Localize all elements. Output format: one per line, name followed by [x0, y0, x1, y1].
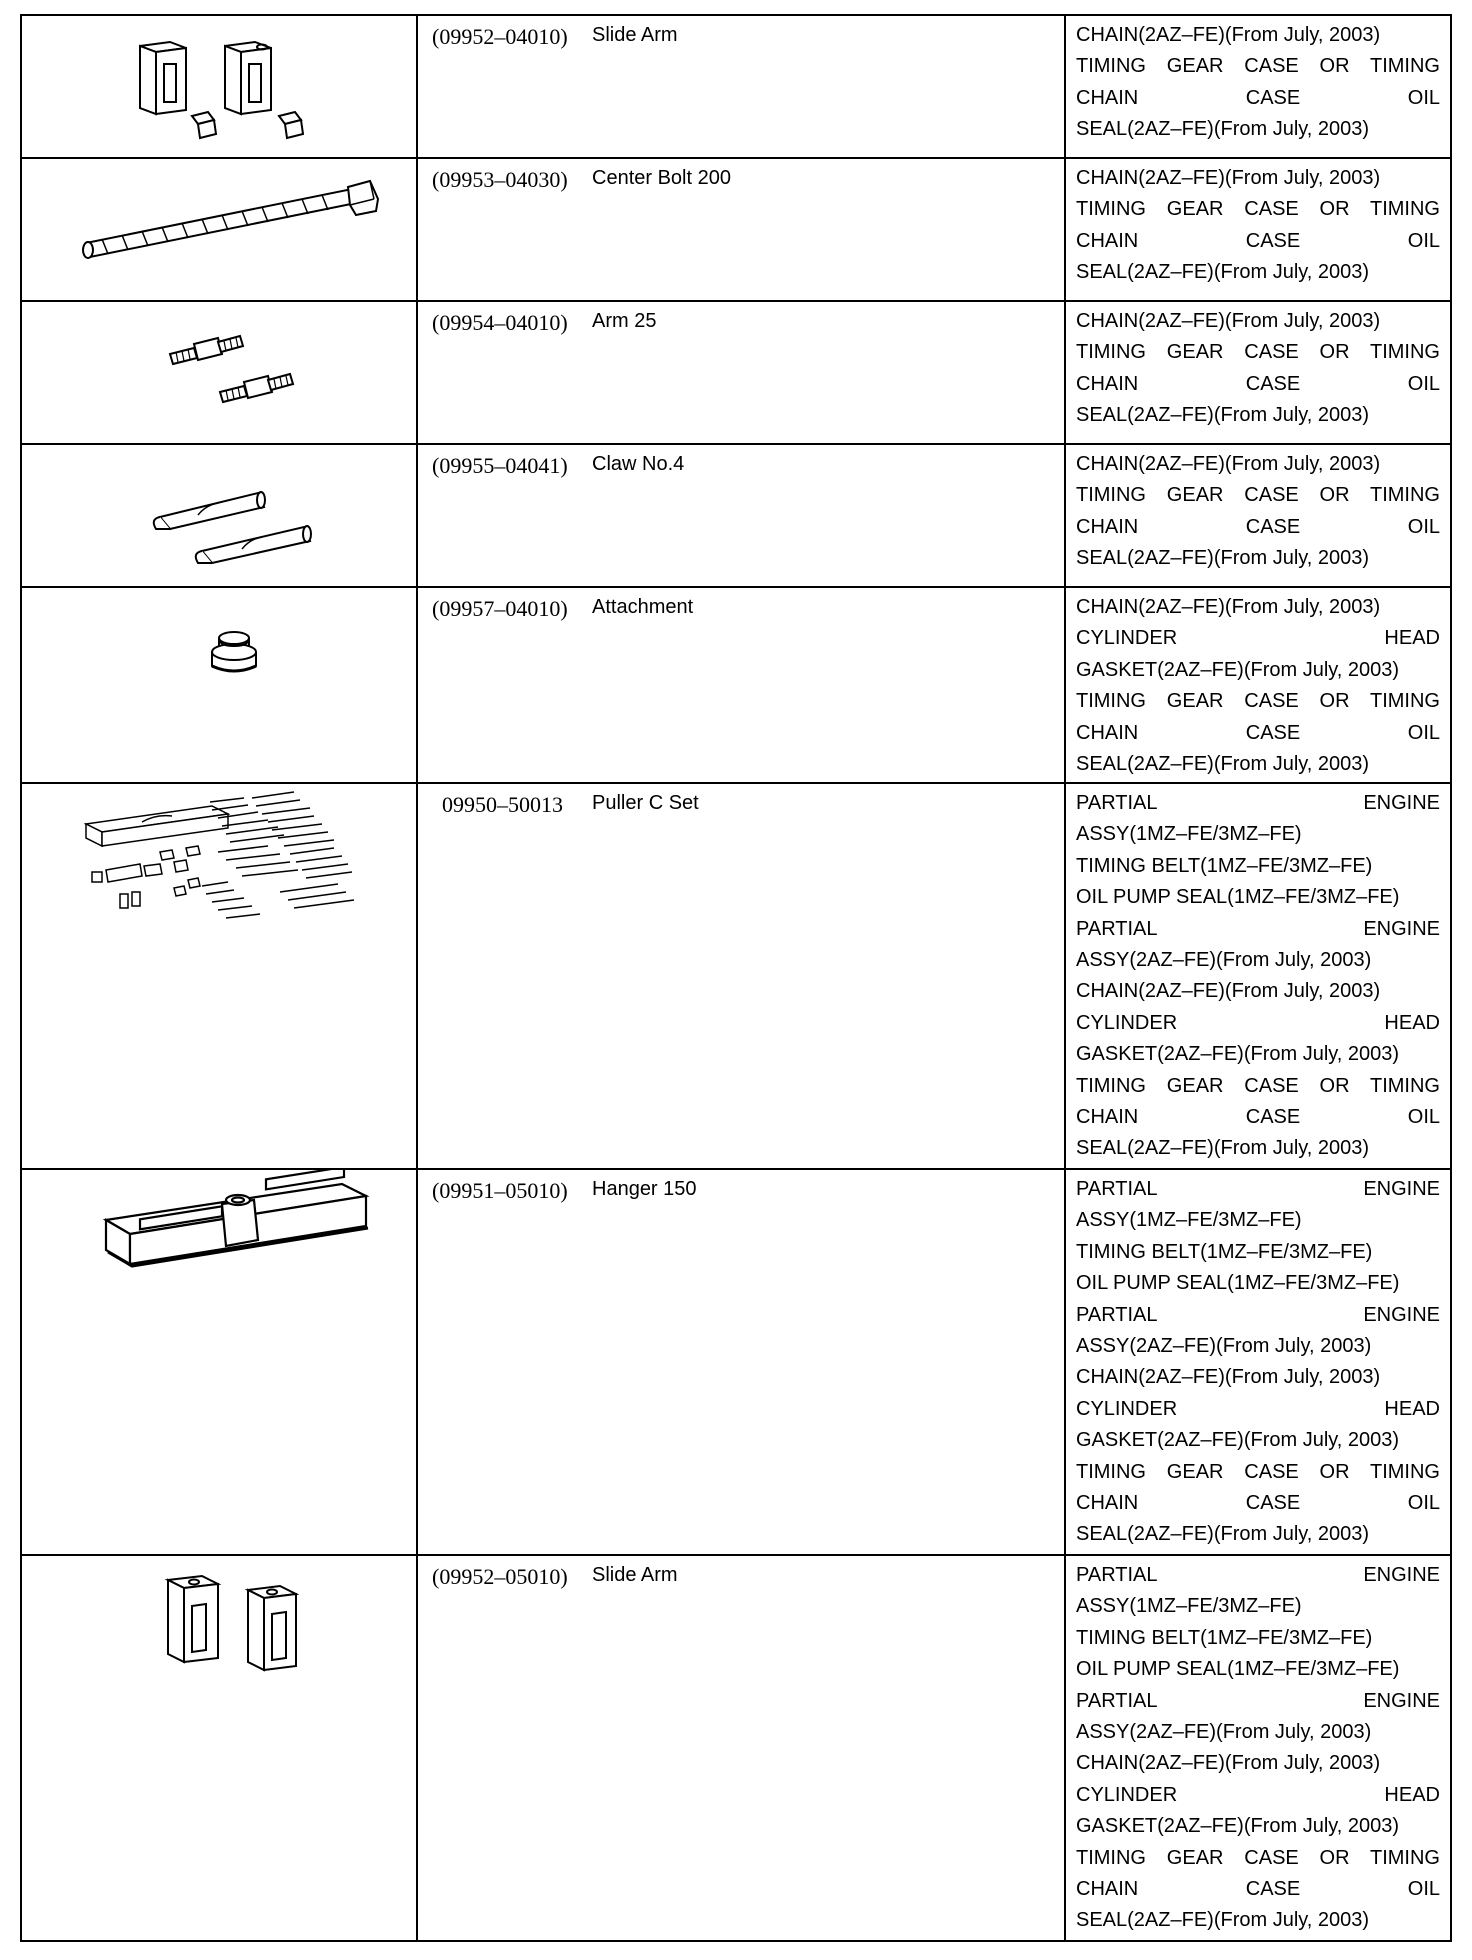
tool-name: Slide Arm [592, 24, 678, 46]
usage-line: CYLINDER HEAD [1076, 1397, 1440, 1420]
usage-line: TIMING BELT(1MZ–FE/3MZ–FE) [1076, 1626, 1373, 1649]
tool-illustration-cell [21, 158, 417, 301]
usage-line: CYLINDER HEAD [1076, 1783, 1440, 1806]
usage-line: PARTIAL ENGINE [1076, 917, 1440, 940]
usage-line: TIMING GEAR CASE OR TIMING [1076, 690, 1440, 713]
usage-line: PARTIAL ENGINE [1076, 1303, 1440, 1326]
claw-icon [22, 445, 417, 587]
attachment-icon [22, 588, 417, 783]
tool-illustration-cell [21, 15, 417, 158]
usage-line: CHAIN(2AZ–FE)(From July, 2003) [1076, 453, 1381, 475]
usage-cell [1065, 783, 1451, 1169]
usage-line: ASSY(1MZ–FE/3MZ–FE) [1076, 1209, 1302, 1232]
special-service-tools-table [20, 14, 1452, 1942]
usage-cell [1065, 15, 1451, 158]
usage-line: PARTIAL ENGINE [1076, 792, 1440, 814]
usage-line: SEAL(2AZ–FE)(From July, 2003) [1076, 261, 1370, 284]
usage-line: CYLINDER HEAD [1076, 627, 1440, 650]
table-row [21, 1169, 1451, 1555]
part-number: (09957–04010) [432, 596, 568, 621]
usage-line: CHAIN CASE OIL [1076, 515, 1440, 538]
usage-cell [1065, 1555, 1451, 1941]
tool-info-cell [417, 587, 1065, 783]
usage-line: CHAIN(2AZ–FE)(From July, 2003) [1076, 596, 1381, 618]
tool-name: Arm 25 [592, 310, 657, 332]
usage-line: TIMING GEAR CASE OR TIMING [1076, 1846, 1440, 1869]
tool-info-cell [417, 1169, 1065, 1555]
usage-line: GASKET(2AZ–FE)(From July, 2003) [1076, 1815, 1400, 1838]
tool-info-cell [417, 444, 1065, 587]
table-row [21, 587, 1451, 783]
usage-cell [1065, 301, 1451, 444]
usage-line: CHAIN CASE OIL [1076, 1106, 1440, 1129]
tool-info-cell [417, 15, 1065, 158]
usage-cell [1065, 1169, 1451, 1555]
center-bolt-icon [22, 159, 417, 301]
usage-line: SEAL(2AZ–FE)(From July, 2003) [1076, 118, 1370, 141]
part-number: (09955–04041) [432, 453, 568, 478]
tool-info-cell [417, 301, 1065, 444]
tool-name: Puller C Set [592, 792, 699, 814]
usage-line: CHAIN(2AZ–FE)(From July, 2003) [1076, 980, 1381, 1003]
usage-line: CHAIN CASE OIL [1076, 1492, 1440, 1515]
usage-line: ASSY(1MZ–FE/3MZ–FE) [1076, 1595, 1302, 1618]
tool-info-cell [417, 158, 1065, 301]
usage-line: CHAIN CASE OIL [1076, 229, 1440, 252]
puller-set-icon [22, 784, 417, 1169]
part-number: 09950–50013 [442, 792, 563, 817]
usage-line: CYLINDER HEAD [1076, 1011, 1440, 1034]
table-row [21, 15, 1451, 158]
part-number: (09953–04030) [432, 167, 568, 192]
arm-25-icon [22, 302, 417, 444]
usage-line: TIMING BELT(1MZ–FE/3MZ–FE) [1076, 854, 1373, 877]
slide-arm-with-bolts-icon [22, 16, 417, 158]
usage-line: PARTIAL ENGINE [1076, 1689, 1440, 1712]
usage-line: TIMING GEAR CASE OR TIMING [1076, 198, 1440, 221]
usage-line: ASSY(2AZ–FE)(From July, 2003) [1076, 1335, 1372, 1358]
tool-illustration-cell [21, 783, 417, 1169]
usage-line: SEAL(2AZ–FE)(From July, 2003) [1076, 753, 1370, 776]
usage-line: TIMING BELT(1MZ–FE/3MZ–FE) [1076, 1240, 1373, 1263]
usage-line: CHAIN CASE OIL [1076, 1878, 1440, 1901]
table-row [21, 1555, 1451, 1941]
usage-line: PARTIAL ENGINE [1076, 1564, 1440, 1586]
usage-line: GASKET(2AZ–FE)(From July, 2003) [1076, 1429, 1400, 1452]
usage-line: CHAIN(2AZ–FE)(From July, 2003) [1076, 1366, 1381, 1389]
usage-line: GASKET(2AZ–FE)(From July, 2003) [1076, 658, 1400, 681]
tool-info-cell [417, 783, 1065, 1169]
usage-line: CHAIN CASE OIL [1076, 372, 1440, 395]
usage-line: CHAIN(2AZ–FE)(From July, 2003) [1076, 24, 1381, 46]
tool-illustration-cell [21, 1169, 417, 1555]
usage-line: SEAL(2AZ–FE)(From July, 2003) [1076, 547, 1370, 570]
usage-line: OIL PUMP SEAL(1MZ–FE/3MZ–FE) [1076, 1272, 1400, 1295]
tool-name: Claw No.4 [592, 453, 685, 475]
usage-line: SEAL(2AZ–FE)(From July, 2003) [1076, 1909, 1370, 1932]
slide-arm-icon [22, 1556, 417, 1941]
part-number: (09952–05010) [432, 1564, 568, 1589]
tool-illustration-cell [21, 301, 417, 444]
usage-line: CHAIN CASE OIL [1076, 721, 1440, 744]
usage-line: ASSY(2AZ–FE)(From July, 2003) [1076, 1721, 1372, 1744]
tool-illustration-cell [21, 444, 417, 587]
part-number: (09952–04010) [432, 24, 568, 49]
usage-line: TIMING GEAR CASE OR TIMING [1076, 341, 1440, 364]
usage-line: ASSY(1MZ–FE/3MZ–FE) [1076, 823, 1302, 846]
usage-line: TIMING GEAR CASE OR TIMING [1076, 55, 1440, 78]
usage-line: OIL PUMP SEAL(1MZ–FE/3MZ–FE) [1076, 1658, 1400, 1681]
table-row [21, 301, 1451, 444]
table-row [21, 444, 1451, 587]
part-number: (09954–04010) [432, 310, 568, 335]
part-number: (09951–05010) [432, 1178, 568, 1203]
tool-info-cell [417, 1555, 1065, 1941]
usage-line: GASKET(2AZ–FE)(From July, 2003) [1076, 1043, 1400, 1066]
tool-illustration-cell [21, 587, 417, 783]
tool-illustration-cell [21, 1555, 417, 1941]
usage-line: SEAL(2AZ–FE)(From July, 2003) [1076, 1137, 1370, 1160]
usage-cell [1065, 444, 1451, 587]
tool-name: Slide Arm [592, 1564, 678, 1586]
usage-line: CHAIN(2AZ–FE)(From July, 2003) [1076, 310, 1381, 332]
usage-line: TIMING GEAR CASE OR TIMING [1076, 1074, 1440, 1097]
usage-cell [1065, 158, 1451, 301]
tool-name: Center Bolt 200 [592, 167, 731, 189]
usage-line: TIMING GEAR CASE OR TIMING [1076, 1460, 1440, 1483]
table-row [21, 158, 1451, 301]
usage-line: TIMING GEAR CASE OR TIMING [1076, 484, 1440, 507]
usage-line: SEAL(2AZ–FE)(From July, 2003) [1076, 404, 1370, 427]
usage-line: OIL PUMP SEAL(1MZ–FE/3MZ–FE) [1076, 886, 1400, 909]
usage-cell [1065, 587, 1451, 783]
table-row [21, 783, 1451, 1169]
hanger-icon [22, 1170, 417, 1555]
usage-line: CHAIN(2AZ–FE)(From July, 2003) [1076, 167, 1381, 189]
usage-line: SEAL(2AZ–FE)(From July, 2003) [1076, 1523, 1370, 1546]
usage-line: ASSY(2AZ–FE)(From July, 2003) [1076, 949, 1372, 972]
usage-line: CHAIN CASE OIL [1076, 86, 1440, 109]
usage-line: CHAIN(2AZ–FE)(From July, 2003) [1076, 1752, 1381, 1775]
usage-line: PARTIAL ENGINE [1076, 1178, 1440, 1200]
tool-name: Attachment [592, 596, 694, 618]
tool-name: Hanger 150 [592, 1178, 697, 1200]
